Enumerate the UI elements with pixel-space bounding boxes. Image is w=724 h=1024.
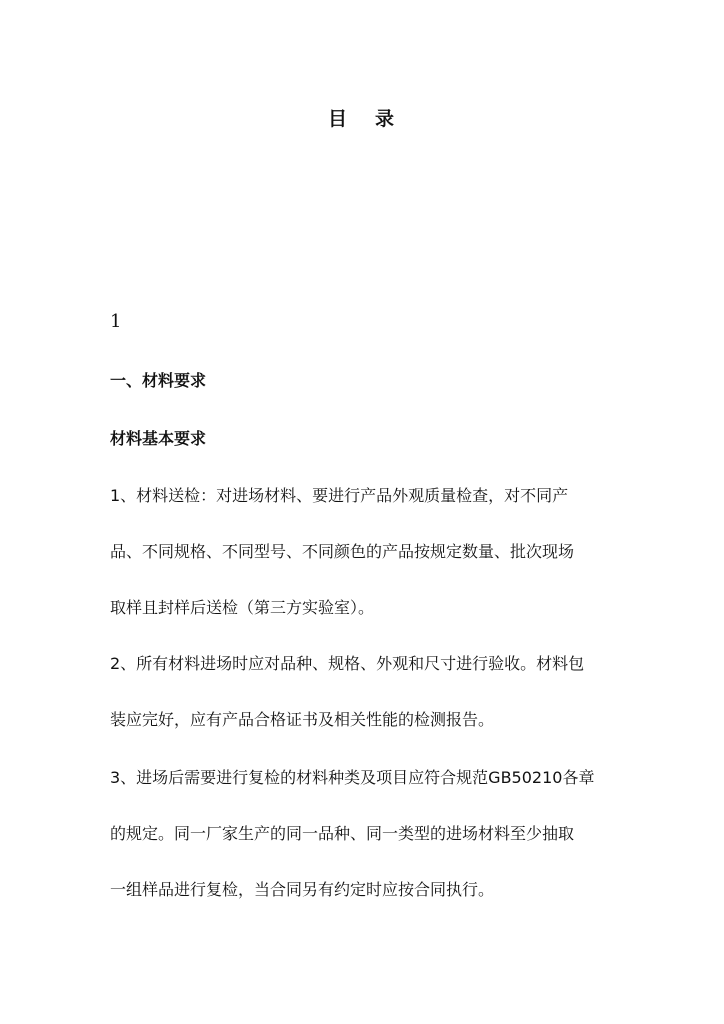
body-line: 3、进场后需要进行复检的材料种类及项目应符合规范GB50210各章 <box>110 768 595 787</box>
body-line: 取样且封样后送检（第三方实验室）。 <box>110 598 375 617</box>
body-line: 的规定。同一厂家生产的同一品种、同一类型的进场材料至少抽取 <box>110 824 575 843</box>
body-line: 2、所有材料进场时应对品种、规格、外观和尺寸进行验收。材料包 <box>110 654 585 673</box>
body-line: 一组样品进行复检，当合同另有约定时应按合同执行。 <box>110 880 495 899</box>
body-line: 品、不同规格、不同型号、不同颜色的产品按规定数量、批次现场 <box>110 542 575 561</box>
subsection-heading: 材料基本要求 <box>110 429 207 448</box>
toc-title <box>0 104 724 131</box>
toc-title-part1: 目 <box>327 108 349 130</box>
section-heading: 一、材料要求 <box>110 371 207 390</box>
page-number: 1 <box>110 311 122 332</box>
toc-title-part2: 录 <box>375 108 397 130</box>
body-line: 装应完好，应有产品合格证书及相关性能的检测报告。 <box>110 710 495 729</box>
body-line: 1、材料送检：对进场材料、要进行产品外观质量检查，对不同产 <box>110 486 569 505</box>
